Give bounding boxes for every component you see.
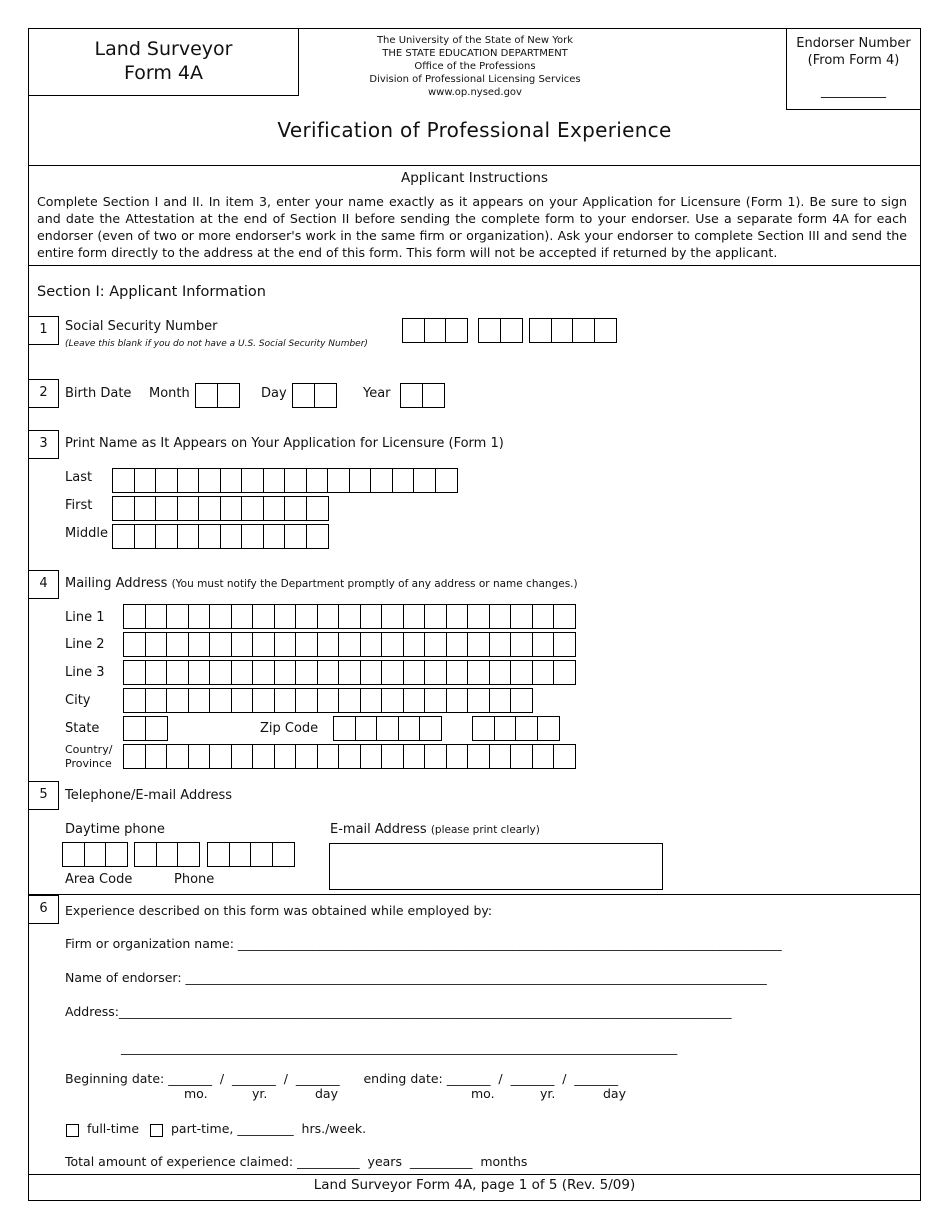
begin-yr-label: yr. (252, 1086, 268, 1101)
first-label: First (65, 498, 93, 513)
instructions-body: Complete Section I and II. In item 3, enter your name exactly as it appears on your Application for Licensure (Form 1). Be sure to sign and date the Attestation at the end of Section II before sending the complete form to your endorser. Use a separate form 4A for each endorser (even of two or more endorser's work in the same firm or organization). Ask your endorser to complete Section III and send the entire form directly to the address at the end of this form. This form will not be accepted if returned by the applicant. (37, 194, 907, 260)
address-line3-boxes[interactable] (123, 660, 575, 685)
email-title: E-mail Address (330, 822, 427, 837)
day-label: Day (261, 386, 287, 401)
birth-date-label: Birth Date (65, 386, 132, 401)
daytime-phone-label: Daytime phone (65, 822, 165, 837)
section-heading: Section I: Applicant Information (37, 284, 266, 300)
area-code-label: Area Code (65, 872, 133, 887)
zip-label: Zip Code (260, 721, 319, 736)
agency-line: Office of the Professions (414, 61, 536, 72)
phone-line-boxes[interactable] (207, 842, 293, 867)
end-day-label: day (603, 1086, 626, 1101)
city-boxes[interactable] (123, 688, 532, 713)
mailing-address-label (65, 576, 578, 591)
zip-ext-boxes[interactable] (472, 716, 558, 741)
page-footer: Land Surveyor Form 4A, page 1 of 5 (Rev. 5/09) (313, 1177, 636, 1193)
address-line1-boxes[interactable] (123, 604, 575, 629)
agency-line: THE STATE EDUCATION DEPARTMENT (382, 48, 568, 59)
parttime-field[interactable]: part-time, _________ hrs./week. (171, 1121, 367, 1136)
country-boxes[interactable] (123, 744, 575, 769)
parttime-checkbox[interactable] (150, 1124, 163, 1137)
city-label: City (65, 693, 91, 708)
phone-label: Phone (174, 872, 215, 887)
date-range-field[interactable]: Beginning date: _______ / _______ / _______ ending date: _______ / _______ / _______ (65, 1071, 619, 1086)
middle-name-boxes[interactable] (112, 524, 327, 549)
email-label (330, 822, 540, 837)
page-title: Verification of Professional Experience (277, 118, 672, 142)
zip-boxes[interactable] (333, 716, 441, 741)
last-name-boxes[interactable] (112, 468, 456, 493)
telephone-email-label: Telephone/E-mail Address (65, 788, 233, 803)
address-field[interactable]: Address:__________________________________________________________________________________________________ (65, 1004, 732, 1019)
employment-label: Experience described on this form was obtained while employed by: (65, 903, 493, 918)
item-number: 6 (28, 895, 59, 924)
item-number: 3 (28, 430, 59, 459)
form-title-line1: Land Surveyor (94, 38, 233, 60)
divider (28, 165, 921, 166)
fulltime-checkbox[interactable] (66, 1124, 79, 1137)
agency-url: www.op.nysed.gov (428, 87, 522, 98)
name-label: Print Name as It Appears on Your Application for Licensure (Form 1) (65, 436, 504, 451)
begin-day-label: day (315, 1086, 338, 1101)
form-title-line2: Form 4A (124, 62, 203, 84)
ssn-label: Social Security Number (65, 319, 218, 334)
line2-label: Line 2 (65, 637, 105, 652)
divider (28, 265, 921, 266)
month-label: Month (149, 386, 190, 401)
state-label: State (65, 721, 100, 736)
endorser-blank: __________ (821, 84, 886, 99)
end-yr-label: yr. (540, 1086, 556, 1101)
endorser-sublabel: (From Form 4) (807, 53, 900, 68)
divider (28, 1174, 921, 1175)
divider (28, 894, 921, 895)
line3-label: Line 3 (65, 665, 105, 680)
ssn-part3[interactable] (529, 318, 615, 343)
ssn-part2[interactable] (478, 318, 521, 343)
birth-year-boxes[interactable] (400, 383, 443, 408)
email-note: (please print clearly) (430, 824, 540, 836)
year-label: Year (363, 386, 391, 401)
area-code-boxes[interactable] (62, 842, 127, 867)
item-number: 4 (28, 570, 59, 599)
birth-month-boxes[interactable] (195, 383, 238, 408)
endorser-name-field[interactable]: Name of endorser: _____________________________________________________________________________________________ (65, 970, 767, 985)
agency-block (330, 34, 620, 99)
email-field[interactable] (329, 843, 663, 890)
end-mo-label: mo. (471, 1086, 495, 1101)
ssn-part1[interactable] (402, 318, 467, 343)
first-name-boxes[interactable] (112, 496, 327, 521)
ssn-note: (Leave this blank if you do not have a U.S. Social Security Number) (65, 339, 368, 349)
middle-label: Middle (65, 526, 108, 541)
firm-name-field[interactable]: Firm or organization name: _______________________________________________________________________________________ (65, 936, 782, 951)
agency-line: Division of Professional Licensing Services (369, 74, 581, 85)
total-experience-field[interactable]: Total amount of experience claimed: __________ years __________ months (65, 1154, 528, 1169)
item-number: 2 (28, 379, 59, 408)
endorser-label: Endorser Number (796, 36, 911, 51)
last-label: Last (65, 470, 93, 485)
line1-label: Line 1 (65, 610, 105, 625)
fulltime-label: full-time (87, 1121, 140, 1136)
instructions-heading: Applicant Instructions (401, 170, 548, 186)
form-title-box (28, 28, 299, 96)
phone-prefix-boxes[interactable] (134, 842, 199, 867)
mailing-address-title: Mailing Address (65, 576, 168, 591)
state-boxes[interactable] (123, 716, 166, 741)
begin-mo-label: mo. (184, 1086, 208, 1101)
item-number: 1 (28, 316, 59, 345)
mailing-address-note: (You must notify the Department promptly of any address or name changes.) (171, 578, 578, 590)
birth-day-boxes[interactable] (292, 383, 335, 408)
address-line2-boxes[interactable] (123, 632, 575, 657)
item-number: 5 (28, 781, 59, 810)
agency-line: The University of the State of New York (376, 35, 574, 46)
country-label: Country/ (65, 743, 113, 756)
province-label: Province (65, 757, 112, 770)
endorser-number-box[interactable] (786, 28, 921, 110)
address-field-2[interactable]: _________________________________________________________________________________________ (121, 1040, 678, 1055)
